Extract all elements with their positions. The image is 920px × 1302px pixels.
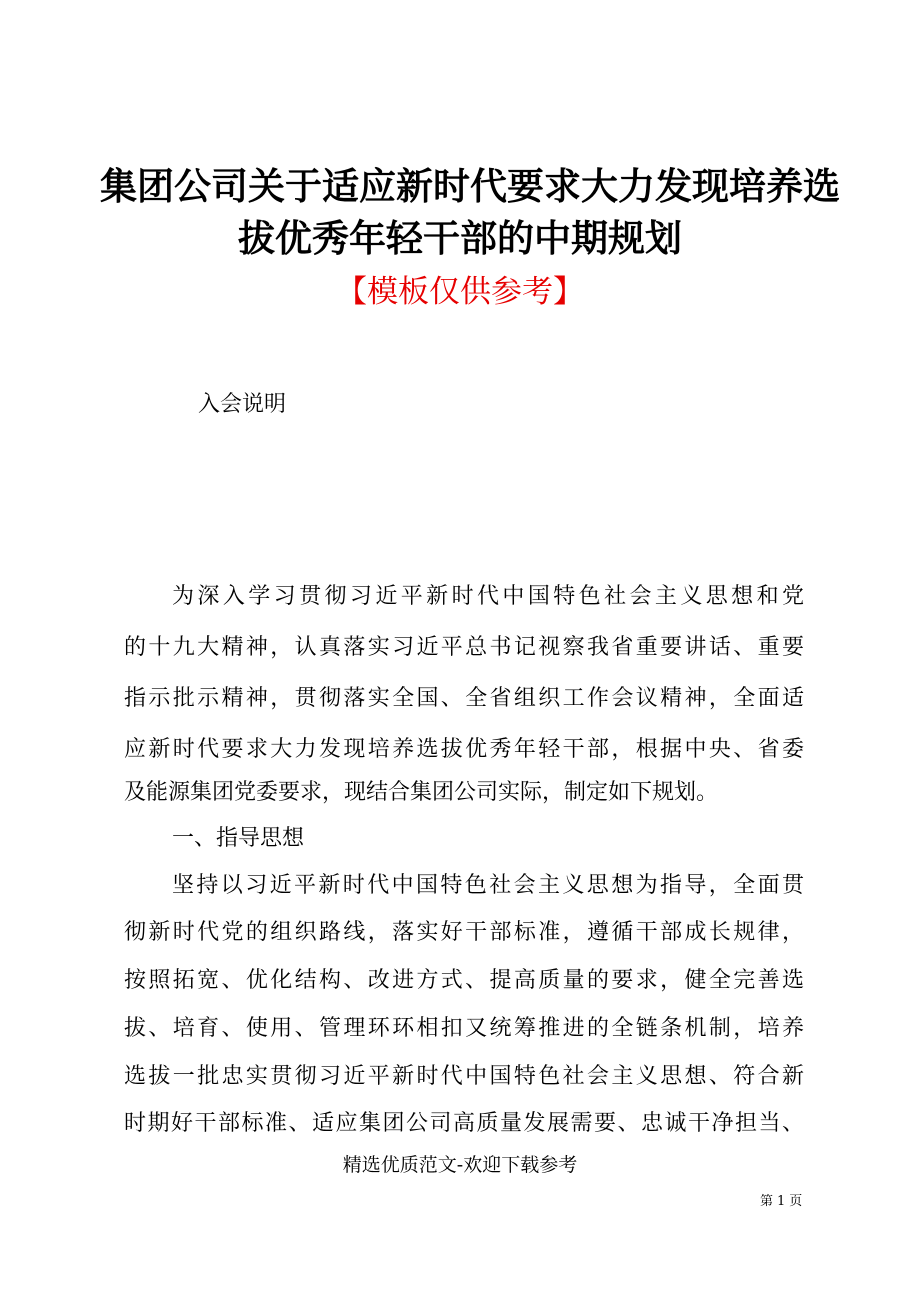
page-number-prefix: 第	[760, 1194, 774, 1209]
paragraph-1-line-2: 的十九大精神，认真落实习近平总书记视察我省重要讲话、重要	[124, 635, 804, 660]
section-1-heading: 一、指导思想	[172, 826, 305, 851]
paragraph-2-line-2: 彻新时代党的组织路线，落实好干部标准，遵循干部成长规律，	[124, 920, 804, 945]
paragraph-1-line-3: 指示批示精神，贯彻落实全国、全省组织工作会议精神，全面适	[124, 686, 804, 711]
paragraph-2-line-3: 按照拓宽、优化结构、改进方式、提高质量的要求，健全完善选	[124, 968, 804, 993]
paragraph-2-line-1: 坚持以习近平新时代中国特色社会主义思想为指导，全面贯	[172, 873, 804, 898]
paragraph-2-line-5: 选拔一批忠实贯彻习近平新时代中国特色社会主义思想、符合新	[124, 1064, 804, 1089]
paragraph-1-line-4: 应新时代要求大力发现培养选拔优秀年轻干部，根据中央、省委	[124, 737, 804, 762]
paragraph-1-line-1: 为深入学习贯彻习近平新时代中国特色社会主义思想和党	[172, 584, 804, 609]
paragraph-1-line-5: 及能源集团党委要求，现结合集团公司实际，制定如下规划。	[124, 780, 719, 805]
page-number-value: 1	[777, 1194, 786, 1209]
paragraph-2-line-6: 时期好干部标准、适应集团公司高质量发展需要、忠诚干净担当、	[124, 1111, 804, 1136]
paragraph-2-line-4: 拔、培育、使用、管理环环相扣又统筹推进的全链条机制，培养	[124, 1016, 804, 1041]
document-title-line-1: 集团公司关于适应新时代要求大力发现培养选	[100, 164, 840, 208]
document-title-line-2: 拔优秀年轻干部的中期规划	[238, 216, 682, 260]
page-number	[758, 1192, 804, 1212]
page-number-suffix: 页	[789, 1194, 803, 1209]
meta-heading: 入会说明	[198, 392, 287, 417]
template-notice: 【模板仅供参考】	[336, 274, 584, 310]
page-footer: 精选优质范文-欢迎下载参考	[342, 1154, 578, 1176]
